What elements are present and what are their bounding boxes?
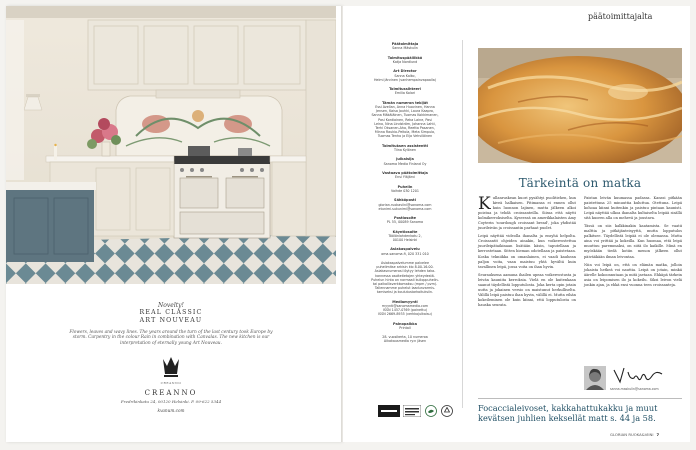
masthead-name: Katja Nordlund [392, 60, 418, 65]
masthead-name: Töölönlahdenkatu 2, [388, 233, 422, 238]
masthead [362, 42, 448, 349]
masthead-entry [362, 69, 448, 82]
masthead-entry [362, 230, 448, 243]
ad-headline-1: REAL CLASSIC [139, 309, 203, 316]
certification-logos [378, 400, 458, 416]
advertisement [6, 288, 336, 413]
masthead-entry [362, 198, 448, 211]
signature-icon [610, 364, 670, 386]
editorial-paragraph: Tässä on siis kalkkinakin kaatamista. Se vaatii malttia ja pitkäjänteisyyttä, mutta lopputulos palkitsee. Täydellistä leipää ei ole olemassa. Mutta aina voi yrittää ja kokeilla. Kun huomaa, että leipä muuttuu paremmaksi, on siitä ilo kaikille. Minä en myöskään tiedä kotiin menon jälkeen ollut päivääkään ilman leivontaa. [584, 224, 682, 259]
editorial-column-1 [478, 196, 576, 311]
ad-address: Fredrikinkatu 24, 00120 Helsinki. P. 09-622 5344 [120, 399, 222, 405]
masthead-entry [362, 157, 448, 166]
ad-caption: Flowers, leaves and wavy lines. The years around the turn of the last century took Europe by storm. Carpentry in the colour Rain in combination with Canvalas. The new kitchen is our interpretation of eternally young Art Nouveau. [69, 330, 273, 346]
editorial-paragraph [478, 196, 576, 231]
masthead-entry [362, 56, 448, 65]
sanoma-logo-icon [378, 402, 400, 414]
masthead-entry [362, 144, 448, 153]
masthead-role: Julkaisija [396, 157, 414, 162]
masthead-role: Art Director [393, 69, 417, 74]
page-number: 7 [656, 432, 660, 437]
kitchen-photo [6, 6, 336, 284]
masthead-role: Toimituksen assistentti [382, 143, 428, 148]
masthead-entry [362, 171, 448, 180]
masthead-entry [362, 247, 448, 256]
masthead-name: 00100 Helsinki [392, 238, 418, 243]
masthead-role: Postiosoite [393, 215, 417, 220]
editorial-column-2 [584, 196, 682, 291]
masthead-name: Essi Avellan, Anna Huovinen, Hanna [375, 105, 435, 110]
masthead-entry [362, 335, 448, 343]
masthead-name: kannessa osoitetietojen yhteydestä. [375, 273, 435, 278]
masthead-name: puhelimitse arkisin klo 8.00-16.00. [376, 265, 434, 270]
masthead-role: Käyntiosoite [392, 229, 418, 234]
footer-publication: GLORIAN RUOKA&VIINI [610, 432, 654, 437]
section-heading: päätoimittajalta [588, 12, 653, 21]
swan-label-icon [425, 402, 437, 414]
masthead-name: Terhi Oksanen-Aho, Reetta Pasanen, [375, 126, 435, 131]
editorial-paragraph: Seurauksena aamuna ihailen upeaa voikerrostusta ja leivän kauniita kerroksia. Vielä en ole kuitenkaan saanut täydellistä lopputulosta. Joka kerta opin jotain uutta ja jokainen versio on maistunut herkulliselta. Välillä leipä paistuu ihan hyvin, välillä ei. Mutta eihän kokeileminen ole kuin kiinni, että lopputulosta on hauska seurata. [478, 272, 576, 307]
masthead-role: Tämän numeron tekijät [382, 100, 428, 105]
masthead-name: glorian.ruokaviini@sanoma.com [378, 202, 432, 207]
editorial-paragraph: Paistan leivän kuumassa padassa. Kanssi pitkään paistettuna 25 minuuttia kuluttua. Otettuna. Leipä kohoaa kiinni kuitenkin ja paistuu pintaan kaunisti. Leipä näyttää ulkoa ihanalta kultaiselta leipää sisällä sitä kuoren alla on mehevä ja joustava. [584, 196, 682, 221]
masthead-role: Toimitussihteeri [389, 87, 421, 92]
masthead-role: Päätoimittaja [391, 42, 419, 46]
column-divider [462, 40, 463, 408]
masthead-name: tamiseksi ja koulutustarkoituksiin. [376, 290, 434, 295]
masthead-name: ISSN 1457-0769 (painettu) [382, 308, 428, 313]
masthead-entry [362, 261, 448, 295]
masthead-name: tai paikallisverkkomaksu (mpm / pvm). [372, 281, 438, 286]
masthead-role: Puhelin [397, 184, 413, 189]
ad-brand-small: CREANNO [160, 381, 182, 386]
masthead-role: Asiakaspalvelu [390, 247, 420, 252]
masthead-name: Jensen, Kaisa Jouhki, Laura Kaapro, [376, 109, 434, 114]
masthead-entry [362, 216, 448, 225]
masthead-name: Puhelun hinta on normaali kulloppuhelin- [371, 277, 439, 282]
masthead-name: myynti@sanomamedia.com [381, 303, 429, 308]
masthead-entry [362, 185, 448, 194]
ad-website-link[interactable]: kvanum.com [157, 408, 185, 414]
ad-headline-2: ART NOUVEAU [139, 317, 203, 324]
paragraph-text: ullanruskean kuori pysähtyi puolitiehen, kun kiveä halkaisen. Pitimansa ei ennen ollut kuin luonnon lajinen, mutta jälkeen alkoi poistua ja tehdä croissanteilla. Siissa että näytti kolmikerroksiselta. Kyseessä on amerikkalaisten Amy Coyterin 'sourdough croissant bread', joka yhdistää juurileivän ja croissantin parhaat puolet. [478, 196, 576, 231]
editorial-paragraph: Niin voi leipä on, että on elämän matka, jolloin jokaista hetkeä voi nauttia. Leipä on jotain, minkä äärelle kokoonnutaan ja mitä jaetaan. Ehkäpä tärkein asia on leipomisen ilo ja kokeilu. Siksi leivon vielä jonkin ajan, ja ehkä ensi vuonna teen croissanteja. [584, 262, 682, 287]
masthead-name: Helmi Järvinen (vanhempainvapaalla) [373, 77, 437, 82]
promo-divider [478, 398, 682, 399]
masthead-name: Sanna Kalko, [394, 73, 416, 78]
masthead-name: Asiakasnumerosi löytyy lehden taka- [374, 269, 436, 274]
page-footer [610, 432, 659, 437]
masthead-name: Sanna Mäskulin [392, 46, 418, 51]
masthead-name: Leino, Nina Lindström, Johanna Lahti, [374, 121, 436, 126]
masthead-name: 28. vuosikerta, 10 numeroa [382, 335, 428, 340]
masthead-entry [362, 87, 448, 96]
author-email[interactable]: sanna.maskulin@sanoma.com [610, 387, 659, 391]
masthead-name: etunimi.sukunimi@sanoma.com [378, 206, 432, 211]
masthead-name: Sanna Mäkäläinen, Tuomas Kokkimanen, [371, 113, 439, 118]
masthead-name: Sanoma Media Finland Oy [383, 161, 427, 166]
masthead-name: Aikakausmedia ry:n jäsen [383, 339, 427, 344]
masthead-name: oma.sanoma.fi, 020 331 010 [381, 251, 429, 256]
recycling-icon [441, 402, 453, 414]
masthead-entry [362, 42, 448, 51]
promo-teaser: Focaccialeivoset, kakkahattukakku ja muut kevätsen juhlien keksellät matt s. 44 ja 58. [478, 403, 658, 423]
masthead-entry [362, 300, 448, 317]
masthead-name: Printall [399, 326, 411, 330]
masthead-name: Ensi Yläjärvi [395, 175, 415, 180]
crown-logo-icon [162, 356, 180, 378]
editorial-title: Tärkeintä on matka [518, 176, 642, 190]
masthead-entry [362, 101, 448, 139]
masthead-role: Mediamyynti [392, 299, 418, 304]
masthead-name: Asiakaspalvelumme palvelee [381, 260, 429, 265]
masthead-entry [362, 322, 448, 331]
pastry-photo [478, 48, 682, 163]
ad-brand: CREANNO [144, 389, 198, 398]
masthead-role: Vastaava päätoimittaja [382, 170, 428, 175]
masthead-name: Tuomas Tenho ja Eija Vehviläinen [377, 134, 433, 139]
editorial-paragraph: Leipä näyttää videolla ihanalta ja ensyhä helpolta. Croissantit ohjeiden ainakin, kun voikerrostettua juurileipätaikinaan lisätään käsin, taputellaan ja kerrostetaan. Sitten hieman odotellaan ja paistetaan. Koska tekniikka on omanlainen, ei vaadi kauhean paljon voita, vaan maistuu yhtä hyvältä kuin tavallinen leipä, jossa voita on ihan hyvin. [478, 234, 576, 269]
masthead-name: Minna Raukio-Peltola, Meta Simpula, [374, 130, 436, 135]
masthead-name: ISSN 2669-8935 (verkkojulkaisu) [378, 312, 432, 317]
masthead-role: Painopaikka [392, 321, 417, 326]
drop-cap: K [478, 194, 491, 214]
masthead-name: Vaihde 030 1201 [391, 188, 419, 193]
masthead-name: Pasi Kontiainen, Reka Laine, Pasi [378, 117, 432, 122]
author-block [584, 364, 682, 394]
masthead-name: Emilia Kolari [394, 91, 416, 96]
masthead-name: Tiina Kylönen [394, 148, 416, 153]
masthead-role: Sähköposti [394, 198, 416, 203]
author-photo [584, 366, 606, 390]
masthead-name: PL 55, 00089 Sanoma [386, 220, 424, 225]
masthead-role: Toimituspäällikkö [387, 55, 423, 60]
aikakausmedia-logo-icon [403, 402, 421, 414]
masthead-name: Tallennamme puhelut laadunvarmis- [374, 286, 436, 291]
ad-novelty: Novelty! [158, 302, 184, 309]
